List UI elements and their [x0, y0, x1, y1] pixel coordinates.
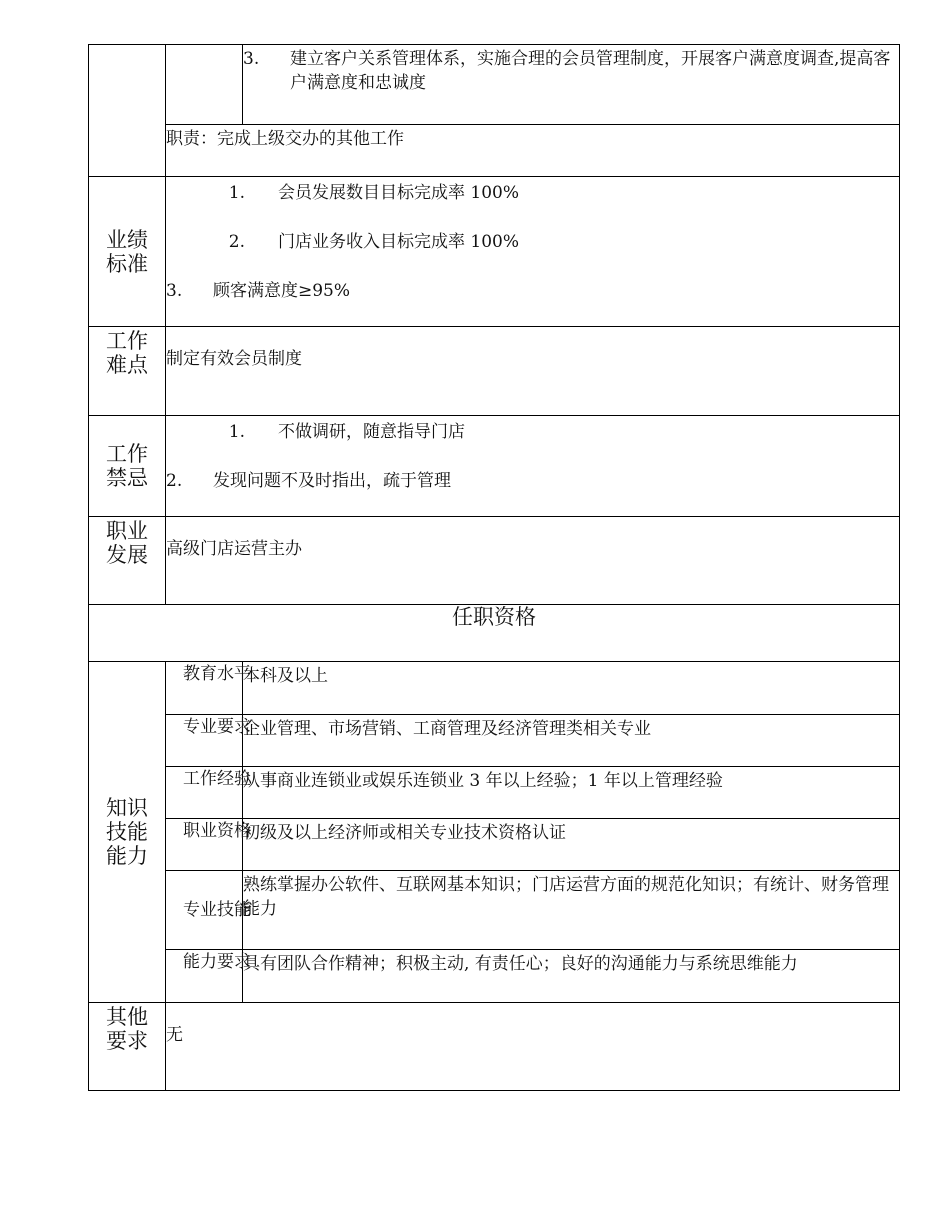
qualification-row-label: 教育水平	[166, 662, 243, 715]
performance-row	[89, 177, 900, 327]
qualification-row-label: 专业技能	[166, 871, 243, 950]
qualification-title: 任职资格	[89, 605, 900, 662]
duty-sublabel-cell	[166, 45, 243, 125]
performance-item: 2. 门店业务收入目标完成率 100%	[228, 232, 520, 252]
job-description-table	[88, 44, 900, 1091]
career-label: 职业 发展	[89, 517, 166, 605]
career-content	[166, 517, 900, 605]
other-requirements-content	[166, 1003, 900, 1091]
qualification-title-row	[89, 605, 900, 662]
performance-item: 1. 会员发展数目目标完成率 100%	[228, 183, 520, 203]
qualification-row-value: 具有团队合作精神；积极主动, 有责任心；良好的沟通能力与系统思维能力	[243, 950, 900, 1003]
taboo-item: 2. 发现问题不及时指出，疏于管理	[166, 471, 451, 491]
other-duty-text: 职责：完成上级交办的其他工作	[166, 129, 404, 149]
qualification-row-label: 专业要求	[166, 715, 243, 767]
qualification-row-value: 熟练掌握办公软件、互联网基本知识；门店运营方面的规范化知识；有统计、财务管理能力	[243, 871, 900, 950]
other-requirements-label: 其他 要求	[89, 1003, 166, 1091]
qualification-row-value: 初级及以上经济师或相关专业技术资格认证	[243, 819, 900, 871]
qualification-row	[89, 871, 900, 950]
performance-content	[166, 177, 900, 327]
qualification-row-value: 企业管理、市场营销、工商管理及经济管理类相关专业	[243, 715, 900, 767]
performance-item: 3. 顾客满意度≥95%	[166, 281, 351, 301]
other-duty-row	[89, 125, 900, 177]
other-duty-cell	[166, 125, 900, 177]
taboo-item: 1. 不做调研，随意指导门店	[228, 422, 465, 442]
qualification-row-label: 职业资格	[166, 819, 243, 871]
taboo-row	[89, 416, 900, 517]
qualification-row	[89, 950, 900, 1003]
other-requirements-row	[89, 1003, 900, 1091]
duty-item-cell	[243, 45, 900, 125]
career-row	[89, 517, 900, 605]
taboo-label: 工作 禁忌	[89, 416, 166, 517]
qualification-row	[89, 715, 900, 767]
qualification-row	[89, 662, 900, 715]
qualification-row-value: 本科及以上	[243, 662, 900, 715]
qualification-row-label: 能力要求	[166, 950, 243, 1003]
qualification-row	[89, 819, 900, 871]
duty-item-row	[89, 45, 900, 125]
taboo-content	[166, 416, 900, 517]
knowledge-skill-label: 知识 技能 能力	[89, 662, 166, 1003]
qualification-row-label: 工作经验	[166, 767, 243, 819]
duty-item-text: 建立客户关系管理体系，实施合理的会员管理制度，开展客户满意度调查,提高客户满意度和忠诚度	[290, 49, 891, 93]
difficulty-content	[166, 327, 900, 416]
duty-item-number: 3.	[243, 49, 260, 69]
difficulty-label: 工作 难点	[89, 327, 166, 416]
duty-label-cell	[89, 45, 166, 177]
career-text: 高级门店运营主办	[166, 539, 302, 559]
other-requirements-text: 无	[166, 1025, 183, 1045]
performance-label: 业绩 标准	[89, 177, 166, 327]
qualification-row-value: 从事商业连锁业或娱乐连锁业 3 年以上经验；1 年以上管理经验	[243, 767, 900, 819]
difficulty-row	[89, 327, 900, 416]
qualification-row	[89, 767, 900, 819]
difficulty-text: 制定有效会员制度	[166, 349, 302, 369]
